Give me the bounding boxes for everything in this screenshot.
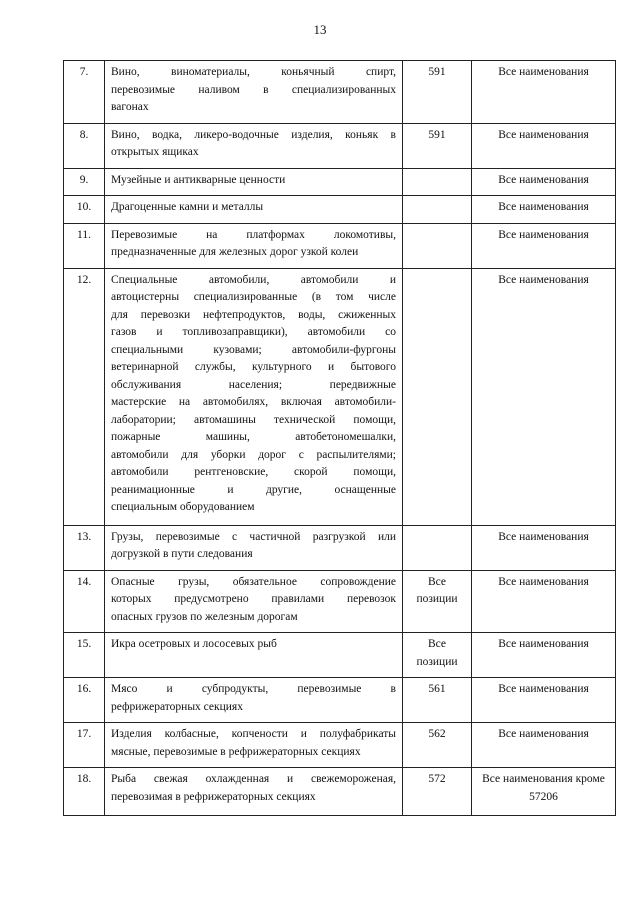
row-code [403, 168, 472, 196]
description-line: Музейные и антикварные ценности [111, 173, 286, 186]
table-row [64, 570, 616, 633]
row-description [105, 61, 403, 124]
description-line: предназначенные для железных дорог узкой колеи [111, 246, 359, 258]
row-description [105, 196, 403, 224]
row-number: 17. [64, 723, 105, 768]
cargo-table [63, 60, 616, 816]
description-line: рефрижераторных секциях [111, 700, 243, 713]
row-description [105, 268, 403, 525]
description-line: Специальные автомобили, автомобили и [111, 273, 396, 286]
row-code: 572 [403, 768, 472, 816]
row-note: Все наименования [472, 61, 616, 124]
row-note: Все наименования [472, 196, 616, 224]
description-line: ветеринарной службы, культурного и бытового [111, 361, 396, 373]
row-number: 10. [64, 196, 105, 224]
row-description [105, 168, 403, 196]
description-line: перевозимая в рефрижераторных секциях [111, 790, 316, 803]
description-line: автоцистерны специализированные (в том числе [111, 291, 396, 303]
description-line: догрузкой в пути следования [111, 548, 253, 560]
description-line: специальным оборудованием [111, 501, 255, 513]
row-description [105, 570, 403, 633]
description-line: Опасные грузы, обязательное сопровождение [111, 575, 396, 588]
row-description [105, 223, 403, 268]
row-note: Все наименования кроме 57206 [472, 768, 616, 816]
row-code: 591 [403, 61, 472, 124]
table-row [64, 196, 616, 224]
row-note: Все наименования [472, 633, 616, 678]
row-description [105, 525, 403, 570]
row-number: 15. [64, 633, 105, 678]
description-line: перевозимые наливом в специализированных [111, 83, 396, 96]
table-row [64, 61, 616, 124]
table-row [64, 168, 616, 196]
row-description [105, 678, 403, 723]
table-row [64, 678, 616, 723]
row-number: 7. [64, 61, 105, 124]
description-line: Вино, водка, ликеро-водочные изделия, коньяк в [111, 128, 396, 141]
description-line: открытых ящиках [111, 146, 199, 158]
description-line: специальными кузовами; автомобили-фургоны [111, 343, 396, 356]
row-code: 561 [403, 678, 472, 723]
row-code: 562 [403, 723, 472, 768]
description-line: вагонах [111, 101, 149, 113]
description-line: Драгоценные камни и металлы [111, 201, 264, 213]
row-note: Все наименования [472, 223, 616, 268]
row-number: 11. [64, 223, 105, 268]
description-line: автомобили для уборки дорог с распылителями; [111, 448, 396, 461]
table-row [64, 633, 616, 678]
row-note: Все наименования [472, 123, 616, 168]
description-line: опасных грузов по железным дорогам [111, 610, 298, 623]
row-number: 14. [64, 570, 105, 633]
row-note: Все наименования [472, 723, 616, 768]
row-note: Все наименования [472, 570, 616, 633]
description-line: реанимационные и другие, оснащенные [111, 483, 396, 496]
description-line: автомобили рентгеновские, скорой помощи, [111, 466, 396, 478]
row-code [403, 223, 472, 268]
row-description [105, 633, 403, 678]
description-line: которых предусмотрено правилами перевозок [111, 593, 396, 605]
row-code [403, 525, 472, 570]
row-number: 9. [64, 168, 105, 196]
description-line: газов и топливозаправщики), автомобили со [111, 326, 396, 338]
row-number: 8. [64, 123, 105, 168]
description-line: Рыба свежая охлажденная и свежемороженая, [111, 773, 396, 785]
row-note: Все наименования [472, 678, 616, 723]
description-line: мастерские на автомобилях, включая автомобили- [111, 396, 396, 408]
description-line: Мясо и субпродукты, перевозимые в [111, 683, 396, 695]
row-note: Все наименования [472, 525, 616, 570]
row-number: 12. [64, 268, 105, 525]
table-row [64, 525, 616, 570]
description-line: для перевозки нефтепродуктов, воды, сжиженных [111, 308, 396, 321]
row-note: Все наименования [472, 168, 616, 196]
row-code: Все позиции [403, 633, 472, 678]
description-line: мясные, перевозимые в рефрижераторных секциях [111, 745, 361, 758]
row-code: 591 [403, 123, 472, 168]
description-line: Вино, виноматериалы, коньячный спирт, [111, 66, 396, 78]
row-note: Все наименования [472, 268, 616, 525]
table-row [64, 268, 616, 525]
row-code [403, 268, 472, 525]
description-line: Перевозимые на платформах локомотивы, [111, 228, 396, 241]
page-number: 13 [313, 22, 327, 37]
row-description [105, 768, 403, 816]
row-number: 13. [64, 525, 105, 570]
table-row [64, 123, 616, 168]
table-row [64, 723, 616, 768]
row-description [105, 723, 403, 768]
description-line: лаборатории; автомашины технической помощи, [111, 413, 396, 426]
description-line: Грузы, перевозимые с частичной разгрузкой или [111, 530, 396, 543]
description-line: обслуживания населения; передвижные [111, 378, 396, 391]
table-body [64, 61, 616, 816]
description-line: Изделия колбасные, копчености и полуфабрикаты [111, 728, 396, 740]
row-description [105, 123, 403, 168]
row-number: 18. [64, 768, 105, 816]
table-row [64, 768, 616, 816]
description-line: пожарные машины, автобетономешалки, [111, 431, 396, 443]
row-code: Все позиции [403, 570, 472, 633]
description-line: Икра осетровых и лососевых рыб [111, 638, 277, 650]
row-number: 16. [64, 678, 105, 723]
table-row [64, 223, 616, 268]
row-code [403, 196, 472, 224]
